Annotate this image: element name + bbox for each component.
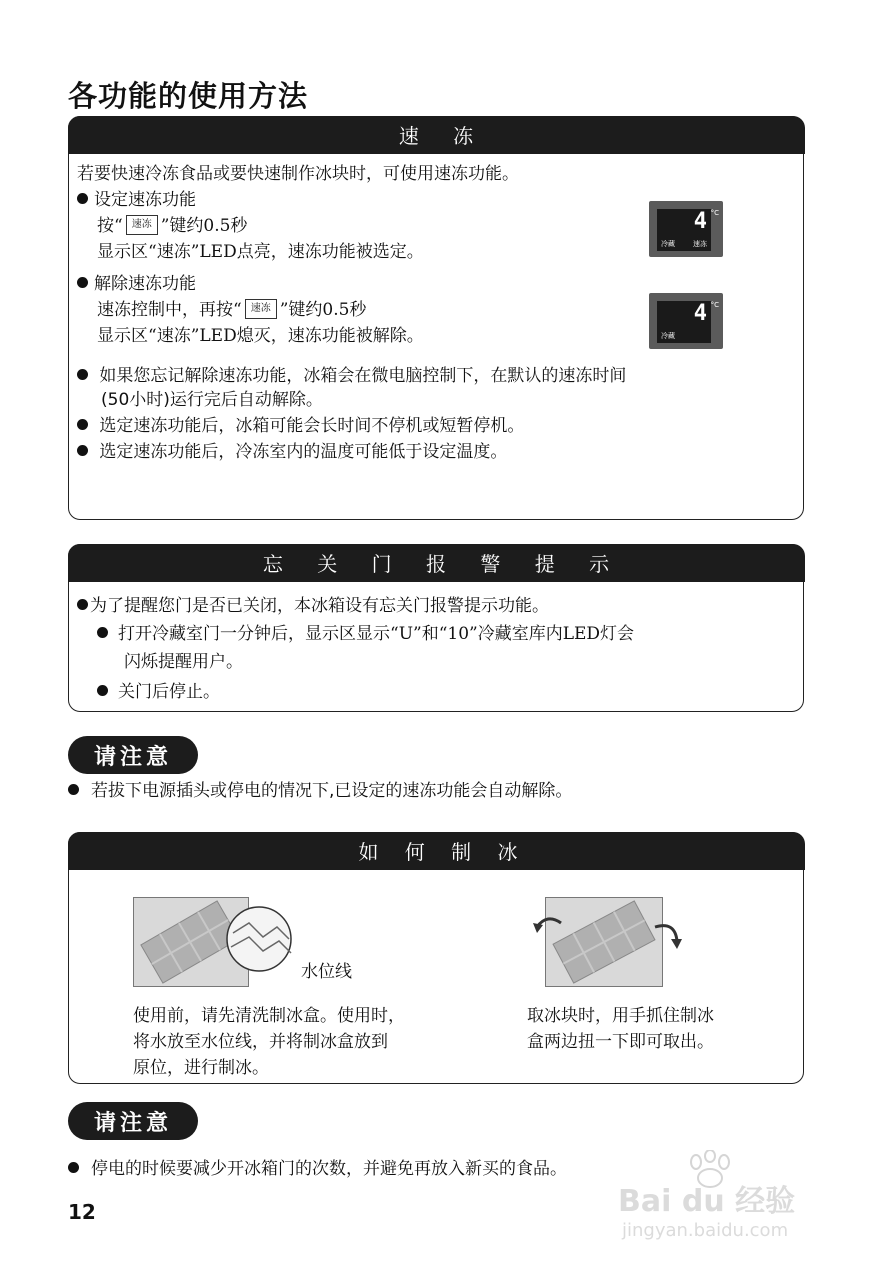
bullet-icon xyxy=(77,419,88,430)
page-number: 12 xyxy=(68,1200,96,1224)
panel-label-fridge: 冷藏 xyxy=(661,240,675,248)
ice-left-text-2: 将水放至水位线，并将制冰盒放到 xyxy=(133,1032,388,1052)
ice-right-text-2: 盒两边扭一下即可取出。 xyxy=(527,1032,714,1052)
door-alarm-sub-1 xyxy=(97,621,634,647)
panel-unit: °C xyxy=(710,301,719,309)
ice-tray-image-right xyxy=(545,897,663,987)
panel-unit: °C xyxy=(710,209,719,217)
twist-arrow-right-icon xyxy=(651,921,685,951)
watermark-url: jingyan.baidu.com xyxy=(622,1220,789,1241)
quick-freeze-key-icon: 速冻 xyxy=(245,299,277,319)
watermark-brand: Bai du 经验 xyxy=(618,1184,796,1219)
cancel-line-a: 速冻控制中，再按“ xyxy=(97,300,242,320)
door-alarm-section xyxy=(68,544,804,712)
quick-freeze-intro: 若要快速冷冻食品或要快速制作冰块时，可使用速冻功能。 xyxy=(77,164,519,184)
note-2 xyxy=(77,413,524,439)
cancel-quick-freeze-heading xyxy=(77,271,196,297)
note-3-text: 选定速冻功能后，冷冻室内的温度可能低于设定温度。 xyxy=(99,442,508,462)
ice-left-text-1: 使用前，请先清洗制冰盒。使用时， xyxy=(133,1006,405,1026)
note-1-cont: (50小时)运行完后自动解除。 xyxy=(101,390,323,410)
note-1-text: 如果您忘记解除速冻功能，冰箱会在微电脑控制下，在默认的速冻时间 xyxy=(99,366,627,386)
display-panel-on xyxy=(649,201,723,257)
page-title: 各功能的使用方法 xyxy=(68,79,309,113)
note-1 xyxy=(77,363,626,389)
panel-label-quickfreeze: 速冻 xyxy=(693,240,707,248)
cancel-heading-text: 解除速冻功能 xyxy=(94,274,196,294)
panel-digit: 4 xyxy=(693,209,707,234)
set-line-a: 按“ xyxy=(97,216,123,236)
notice-1-text xyxy=(68,778,572,804)
door-alarm-sub-2 xyxy=(97,679,220,705)
ice-making-header: 如 何 制 冰 xyxy=(68,832,805,870)
display-panel-off xyxy=(649,293,723,349)
ice-making-section xyxy=(68,832,804,1084)
door-alarm-sub-1-text: 打开冷藏室门一分钟后，显示区显示“U”和“10”冷藏室库内LED灯会 xyxy=(118,624,635,644)
quick-freeze-header: 速 冻 xyxy=(68,116,805,154)
door-alarm-sub-1-cont: 闪烁提醒用户。 xyxy=(124,652,243,672)
water-line-zoom-icon xyxy=(219,903,301,977)
set-heading-text: 设定速冻功能 xyxy=(94,190,196,210)
bullet-icon xyxy=(97,685,108,696)
panel-label-fridge: 冷藏 xyxy=(661,332,675,340)
bullet-icon xyxy=(68,1162,79,1173)
bullet-icon xyxy=(77,599,88,610)
door-alarm-header: 忘 关 门 报 警 提 示 xyxy=(68,544,805,582)
door-alarm-main xyxy=(77,593,549,619)
note-2-text: 选定速冻功能后，冰箱可能会长时间不停机或短暂停机。 xyxy=(99,416,525,436)
bullet-icon xyxy=(77,277,88,288)
bullet-icon xyxy=(77,445,88,456)
set-line-b: ”键约0.5秒 xyxy=(160,216,248,236)
door-alarm-main-text: 为了提醒您门是否已关闭，本冰箱设有忘关门报警提示功能。 xyxy=(90,596,549,616)
quick-freeze-key-icon: 速冻 xyxy=(126,215,158,235)
notice-2-body: 停电的时候要减少开冰箱门的次数，并避免再放入新买的食品。 xyxy=(91,1159,567,1179)
panel-digit: 4 xyxy=(693,301,707,326)
cancel-instruction xyxy=(97,297,366,323)
bullet-icon xyxy=(77,369,88,380)
notice-badge: 请注意 xyxy=(68,736,198,774)
bullet-icon xyxy=(77,193,88,204)
cancel-result: 显示区“速冻”LED熄灭，速冻功能被解除。 xyxy=(97,326,424,346)
set-result: 显示区“速冻”LED点亮，速冻功能被选定。 xyxy=(97,242,424,262)
set-quick-freeze-heading xyxy=(77,187,196,213)
set-instruction xyxy=(97,213,247,239)
notice-2-text xyxy=(68,1156,567,1182)
quick-freeze-section xyxy=(68,116,804,520)
bullet-icon xyxy=(68,784,79,795)
twist-arrow-left-icon xyxy=(531,915,565,937)
cancel-line-b: ”键约0.5秒 xyxy=(279,300,367,320)
notice-badge: 请注意 xyxy=(68,1102,198,1140)
water-line-label: 水位线 xyxy=(301,962,352,982)
ice-left-text-3: 原位，进行制冰。 xyxy=(133,1058,269,1078)
ice-right-text-1: 取冰块时，用手抓住制冰 xyxy=(527,1006,714,1026)
watermark xyxy=(612,1150,832,1250)
door-alarm-sub-2-text: 关门后停止。 xyxy=(118,682,220,702)
bullet-icon xyxy=(97,627,108,638)
notice-1-body: 若拔下电源插头或停电的情况下,已设定的速冻功能会自动解除。 xyxy=(91,781,573,801)
note-3 xyxy=(77,439,507,465)
